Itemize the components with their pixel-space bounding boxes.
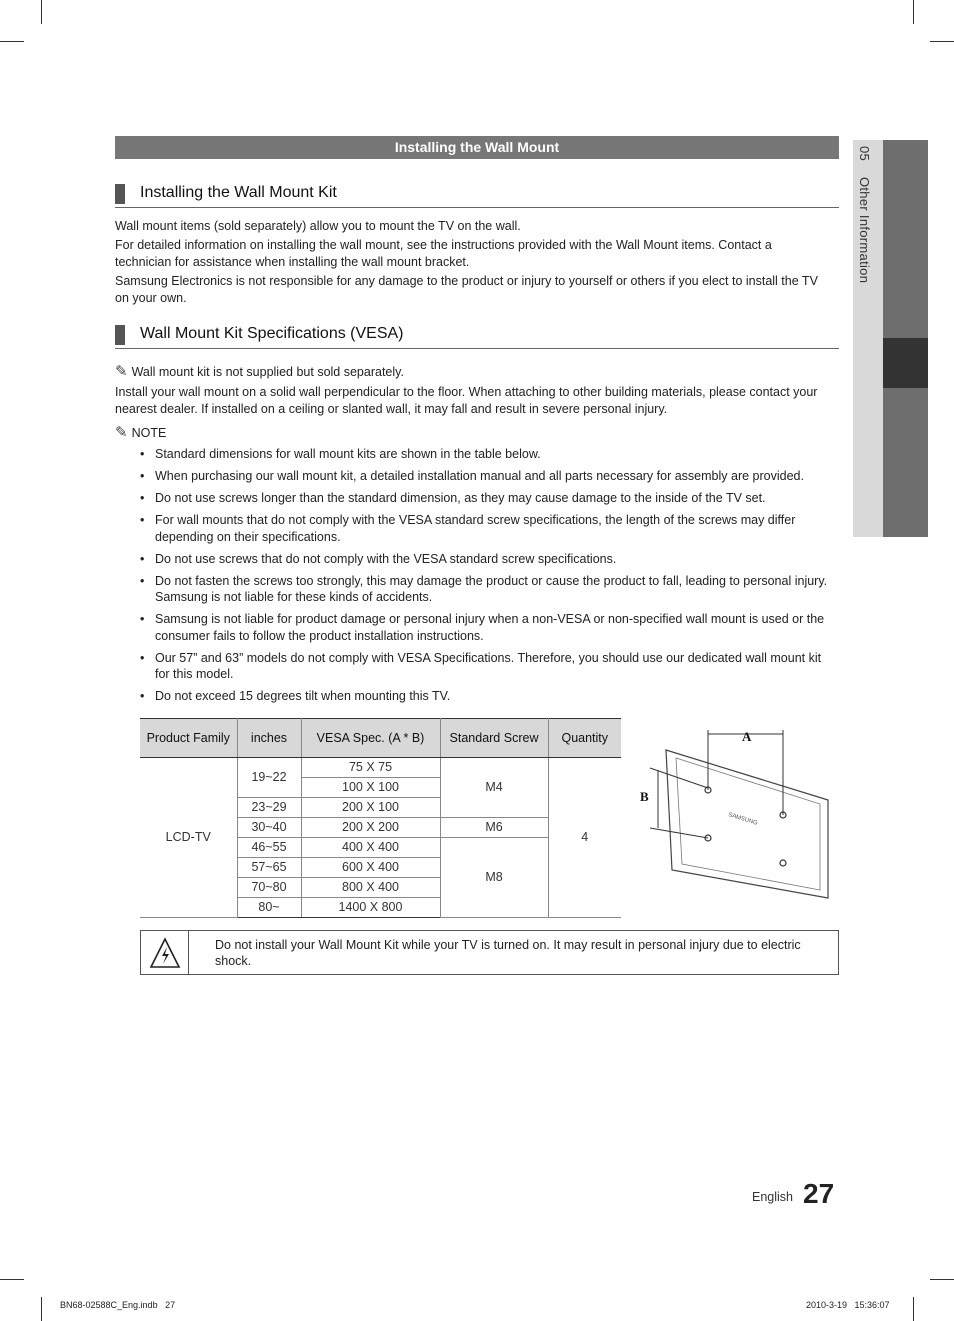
vesa-cell: 400 X 400 [301,838,440,858]
crop-mark [930,1279,954,1280]
vesa-cell: 100 X 100 [301,778,440,798]
warning-text: Do not install your Wall Mount Kit while your TV is turned on. It may result in personal injury due to electric shock. [215,938,801,968]
chapter-number: 05 [857,146,872,162]
brand-logo: SAMSUNG [727,812,759,827]
print-file-info: BN68-02588C_Eng.indb 27 [60,1300,176,1310]
paragraph: For detailed information on installing the wall mount, see the instructions provided with the Wall Mount items. Contact a technician for assistance when installing the wall mount bracket. [115,238,772,269]
note-line [115,363,404,381]
vesa-cell: 75 X 75 [301,758,440,778]
note-text: Wall mount kit is not supplied but sold separately. [131,365,404,379]
dimension-label-b: B [640,789,649,804]
list-item: • Do not use screws that do not comply with the VESA standard screw specifications. [140,551,830,568]
paragraph: Samsung Electronics is not responsible for any damage to the product or injury to yourself or others if you elect to install the TV on your own. [115,274,818,305]
crop-mark [0,41,24,42]
page-language: English [752,1190,793,1204]
side-tab-active-marker [883,338,928,388]
inches-cell: 19~22 [237,758,301,798]
screw-cell: M6 [440,818,548,838]
list-item: • When purchasing our wall mount kit, a detailed installation manual and all parts necessary for assembly are provided. [140,468,830,485]
side-tab-label [857,146,872,283]
section-title-text: Wall Mount Kit Specifications (VESA) [140,325,404,342]
page-number: 27 [803,1178,835,1209]
crop-mark [930,41,954,42]
list-item: • Samsung is not liable for product damage or personal injury when a non-VESA or non-specified wall mount is used or the consumer fails to follow the product installation instructions. [140,611,830,644]
quantity-cell: 4 [548,758,621,918]
screw-cell: M4 [440,758,548,818]
vesa-cell: 1400 X 800 [301,898,440,918]
list-item: • For wall mounts that do not comply with the VESA standard screw specifications, the length of the screws may differ depending on their specifications. [140,512,830,545]
electric-shock-warning-icon [141,931,189,974]
column-header: VESA Spec. (A * B) [301,719,440,758]
section-marker [115,184,125,204]
warning-icon-cell [141,931,189,974]
side-tab-stripe [883,388,928,537]
crop-mark [913,0,914,24]
note-heading [115,424,166,442]
side-tab-stripe [883,140,928,338]
crop-mark [0,1279,24,1280]
list-item: • Do not fasten the screws too strongly, this may damage the product or cause the product to fall, leading to personal injury. Samsung is not liable for these kinds of accidents. [140,573,830,606]
crop-mark [41,0,42,24]
table-row [140,758,621,778]
list-item: • Do not use screws longer than the standard dimension, as they may cause damage to the inside of the TV set. [140,490,830,507]
dimension-label-a: A [742,729,752,744]
print-timestamp: 2010-3-19 15:36:07 [806,1300,890,1310]
section-title [115,323,839,349]
column-header: inches [237,719,301,758]
section-title [115,182,839,208]
list-item: • Standard dimensions for wall mount kits are shown in the table below. [140,446,830,463]
inches-cell: 70~80 [237,878,301,898]
screw-cell: M8 [440,838,548,918]
inches-cell: 30~40 [237,818,301,838]
inches-cell: 80~ [237,898,301,918]
section-marker [115,325,125,345]
chapter-title: Other Information [857,176,872,284]
column-header: Product Family [140,719,237,758]
note-label: NOTE [131,426,167,440]
table-header-row [140,719,621,758]
pencil-note-icon: ✎ [115,363,128,380]
product-family-cell: LCD-TV [140,758,237,918]
paragraph: Wall mount items (sold separately) allow you to mount the TV on the wall. [115,219,521,233]
inches-cell: 46~55 [237,838,301,858]
note-bullet-list [140,446,830,710]
section-title-text: Installing the Wall Mount Kit [140,184,337,201]
list-item: • Do not exceed 15 degrees tilt when mounting this TV. [140,688,830,705]
pencil-note-icon: ✎ [115,424,128,441]
list-item: • Our 57” and 63” models do not comply with VESA Specifications. Therefore, you should use our dedicated wall mount kit for this model. [140,650,830,683]
column-header: Quantity [548,719,621,758]
warning-box [140,930,839,975]
paragraph: Install your wall mount on a solid wall perpendicular to the floor. When attaching to other building materials, please contact your nearest dealer. If installed on a ceiling or slanted wall, it may fall and result in severe personal injury. [115,385,818,416]
vesa-spec-table [140,718,621,918]
tv-back-diagram [628,720,838,900]
vesa-cell: 600 X 400 [301,858,440,878]
vesa-cell: 200 X 100 [301,798,440,818]
crop-mark [41,1297,42,1321]
inches-cell: 23~29 [237,798,301,818]
vesa-cell: 800 X 400 [301,878,440,898]
crop-mark [913,1297,914,1321]
inches-cell: 57~65 [237,858,301,878]
page-header-bar: Installing the Wall Mount [115,136,839,159]
column-header: Standard Screw [440,719,548,758]
vesa-cell: 200 X 200 [301,818,440,838]
